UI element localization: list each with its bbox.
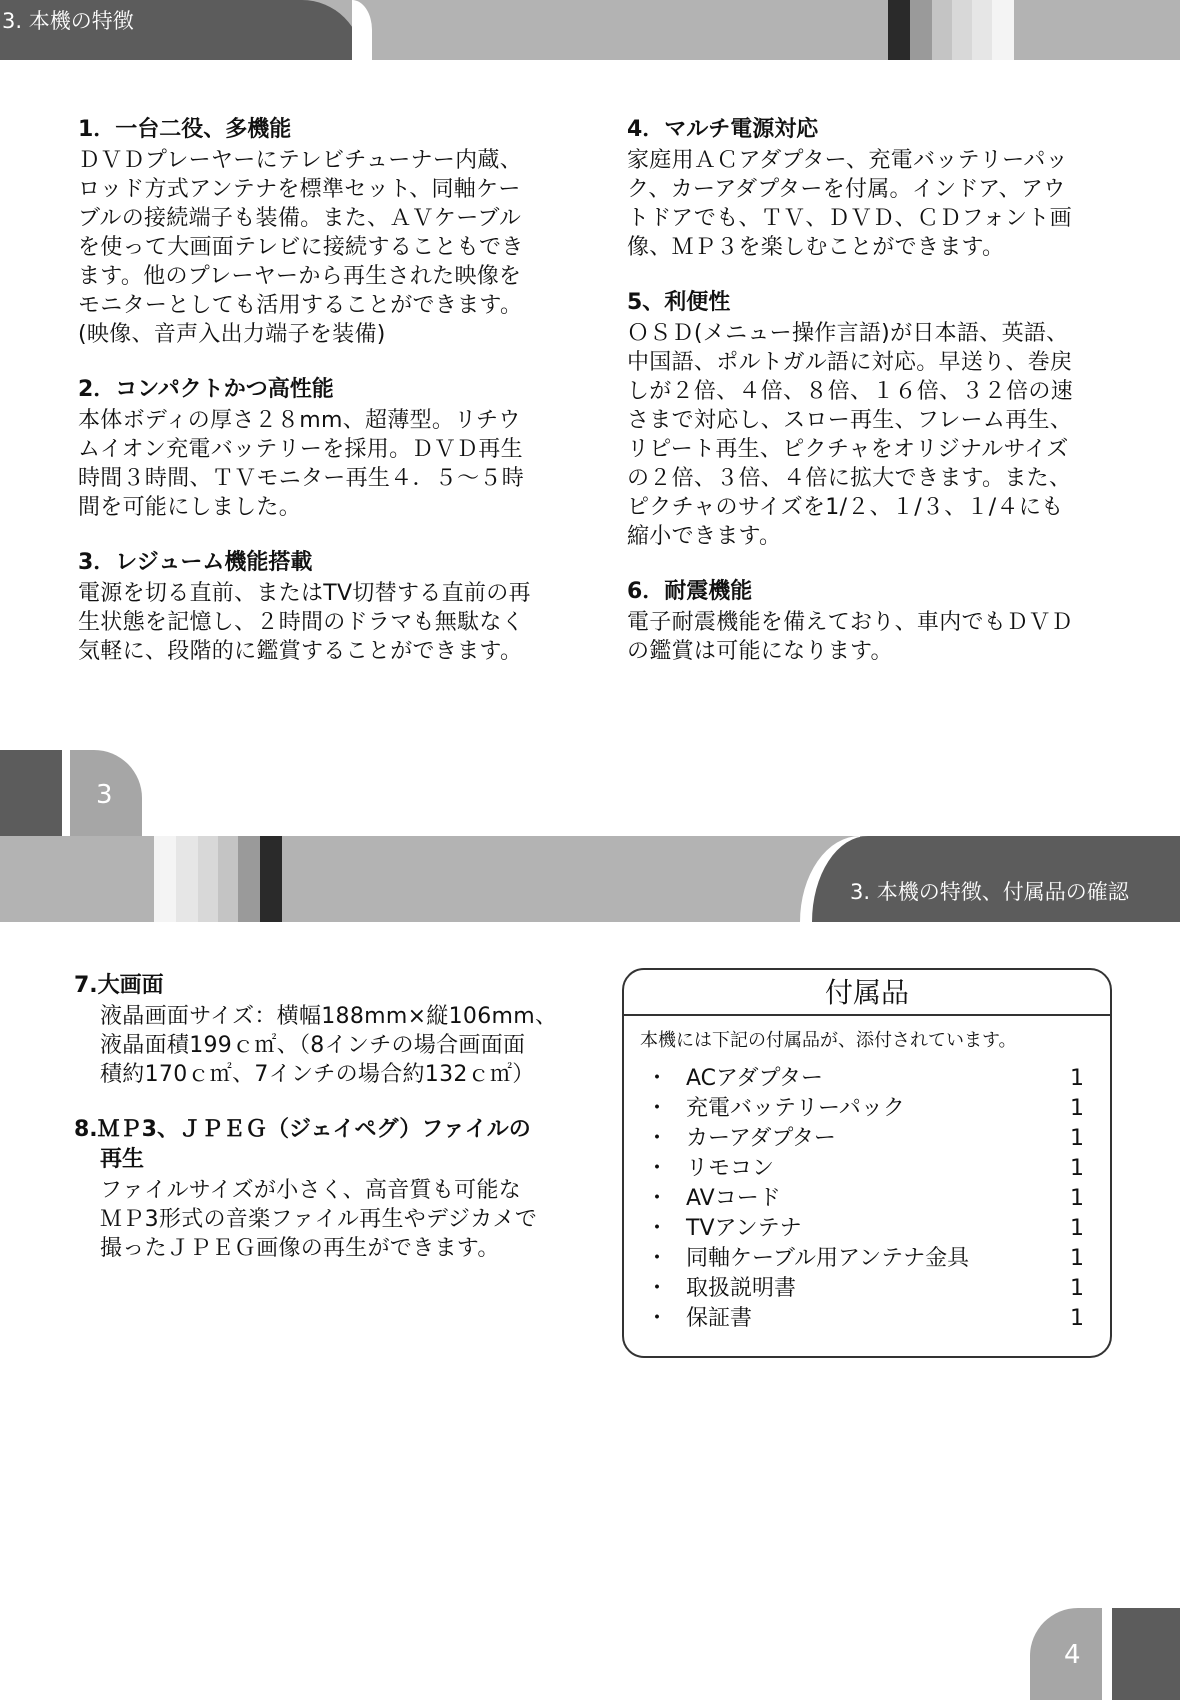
text-line: 生状態を記憶し、２時間のドラマも無駄なく: [78, 610, 525, 635]
text-line: 本体ボディの厚さ２８mm、超薄型。リチウ: [78, 408, 521, 433]
section-2: [78, 376, 598, 522]
accessories-intro: 本機には下記の付属品が、添付されています。: [640, 1030, 1017, 1051]
page-number-4-dark-block: [1112, 1608, 1180, 1700]
accessory-qty: 1: [1070, 1066, 1084, 1091]
accessories-title: 付属品: [624, 970, 1110, 1016]
accessory-item: [624, 1274, 1110, 1304]
text-line: 液晶面積199ｃ㎡、（8インチの場合画面面: [100, 1033, 526, 1058]
text-line: を使って大画面テレビに接続することもでき: [78, 235, 524, 260]
accessory-item: [624, 1214, 1110, 1244]
bullet: ・: [646, 1276, 669, 1301]
section-7: [74, 972, 604, 1089]
accessory-name: 同軸ケーブル用アンテナ金具: [686, 1246, 970, 1271]
bottom-header-stripes: [154, 836, 282, 922]
top-header-title: 3. 本機の特徴: [2, 9, 134, 33]
section-title: 4．マルチ電源対応: [627, 117, 819, 142]
accessory-item: [624, 1184, 1110, 1214]
page-number-4: 4: [1064, 1640, 1081, 1670]
bullet: ・: [646, 1096, 669, 1121]
accessory-name: リモコン: [686, 1156, 775, 1181]
accessory-name: カーアダプター: [686, 1126, 836, 1151]
text-line: 気軽に、段階的に鑑賞することができます。: [78, 639, 523, 664]
section-title: 1．一台二役、多機能: [78, 117, 292, 142]
accessory-name: ACアダプター: [686, 1066, 823, 1091]
accessory-qty: 1: [1070, 1186, 1084, 1211]
accessory-item: [624, 1244, 1110, 1274]
accessory-item: [624, 1094, 1110, 1124]
text-line: 電子耐震機能を備えており、車内でもＤＶＤ: [627, 610, 1074, 635]
accessory-qty: 1: [1070, 1246, 1084, 1271]
accessory-qty: 1: [1070, 1306, 1084, 1331]
text-line: ブルの接続端子も装備。また、ＡＶケーブル: [78, 206, 522, 231]
bullet: ・: [646, 1186, 669, 1211]
accessory-qty: 1: [1070, 1156, 1084, 1181]
text-line: 縮小できます。: [627, 524, 782, 549]
text-line: 撮ったＪＰＥＧ画像の再生ができます。: [100, 1236, 500, 1261]
accessories-box: [622, 968, 1112, 1358]
accessory-name: 保証書: [686, 1306, 753, 1331]
text-line: さまで対応し、スロー再生、フレーム再生、: [627, 408, 1073, 433]
text-line: ＭＰ3形式の音楽ファイル再生やデジカメで: [100, 1207, 538, 1232]
text-line: トドアでも、ＴＶ、ＤＶＤ、ＣＤフォント画: [627, 206, 1072, 231]
bullet: ・: [646, 1156, 669, 1181]
text-line: しが２倍、４倍、８倍、１６倍、３２倍の速: [627, 379, 1074, 404]
accessories-list: [624, 1054, 1110, 1334]
text-line: 像、ＭＰ３を楽しむことができます。: [627, 235, 1005, 260]
text-line: 中国語、ポルトガル語に対応。早送り、巻戻: [627, 350, 1073, 375]
top-left-column: [78, 116, 598, 693]
bottom-left-column: [74, 972, 604, 1290]
top-right-column: [627, 116, 1167, 693]
bullet: ・: [646, 1066, 669, 1091]
top-header-stripes: [888, 0, 1014, 60]
text-line: リピート再生、ピクチャをオリジナルサイズ: [627, 437, 1069, 462]
accessory-item: [624, 1154, 1110, 1184]
accessory-name: 取扱説明書: [686, 1276, 797, 1301]
text-line: の２倍、３倍、４倍に拡大できます。また、: [627, 466, 1072, 491]
text-line: 間を可能にしました。: [78, 495, 302, 520]
section-title: 6．耐震機能: [627, 579, 753, 604]
section-1: [78, 116, 598, 349]
accessory-qty: 1: [1070, 1126, 1084, 1151]
section-3: [78, 549, 598, 666]
bottom-header-title: 3. 本機の特徴、付属品の確認: [850, 880, 1129, 904]
bullet: ・: [646, 1126, 669, 1151]
section-5: [627, 289, 1167, 551]
section-6: [627, 578, 1167, 666]
text-line: ます。他のプレーヤーから再生された映像を: [78, 264, 522, 289]
bullet: ・: [646, 1306, 669, 1331]
text-line: 電源を切る直前、またはTV切替する直前の再: [78, 581, 531, 606]
text-line: ファイルサイズが小さく、高音質も可能な: [100, 1178, 522, 1203]
bottom-header-title-tab: [812, 836, 1180, 922]
text-line: ピクチャのサイズを1/２、１/３、１/４にも: [627, 495, 1064, 520]
accessory-qty: 1: [1070, 1096, 1084, 1121]
section-title: 8.ＭＰ3、ＪＰＥＧ（ジェイペグ）ファイルの: [74, 1117, 531, 1142]
accessory-item: [624, 1304, 1110, 1334]
text-line: 家庭用ＡＣアダプター、充電バッテリーパッ: [627, 148, 1068, 173]
text-line: ムイオン充電バッテリーを採用。ＤＶＤ再生: [78, 437, 523, 462]
text-line: 液晶画面サイズ：横幅188mm×縦106mm、: [100, 1004, 558, 1029]
section-title: 2．コンパクトかつ高性能: [78, 377, 334, 402]
section-4: [627, 116, 1167, 262]
page-number-3-dark-block: [0, 750, 62, 836]
section-8: [74, 1116, 604, 1263]
section-title: 5、利便性: [627, 290, 731, 315]
text-line: (映像、音声入出力端子を装備): [78, 322, 386, 347]
accessory-qty: 1: [1070, 1276, 1084, 1301]
text-line: ロッド方式アンテナを標準セット、同軸ケー: [78, 177, 521, 202]
text-line: 積約170ｃ㎡、7インチの場合約132ｃ㎡）: [100, 1062, 535, 1087]
text-line: 時間３時間、ＴＶモニター再生４．５～５時: [78, 466, 525, 491]
text-line: モニターとしても活用することができます。: [78, 293, 523, 318]
page-number-3: 3: [96, 780, 113, 810]
text-line: の鑑賞は可能になります。: [627, 639, 893, 664]
section-title: 再生: [100, 1147, 145, 1172]
accessory-name: TVアンテナ: [686, 1216, 802, 1241]
section-title: 3．レジューム機能搭載: [78, 550, 313, 575]
accessory-name: AVコード: [686, 1186, 781, 1211]
accessory-item: [624, 1124, 1110, 1154]
bullet: ・: [646, 1216, 669, 1241]
text-line: ＤＶＤプレーヤーにテレビチューナー内蔵、: [78, 148, 523, 173]
accessory-qty: 1: [1070, 1216, 1084, 1241]
bullet: ・: [646, 1246, 669, 1271]
text-line: ク、カーアダプターを付属。インドア、アウ: [627, 177, 1066, 202]
section-title: 7.大画面: [74, 973, 164, 998]
accessory-item: [624, 1064, 1110, 1094]
accessory-name: 充電バッテリーパック: [686, 1096, 905, 1121]
text-line: ＯＳＤ(メニュー操作言語)が日本語、英語、: [627, 321, 1069, 346]
